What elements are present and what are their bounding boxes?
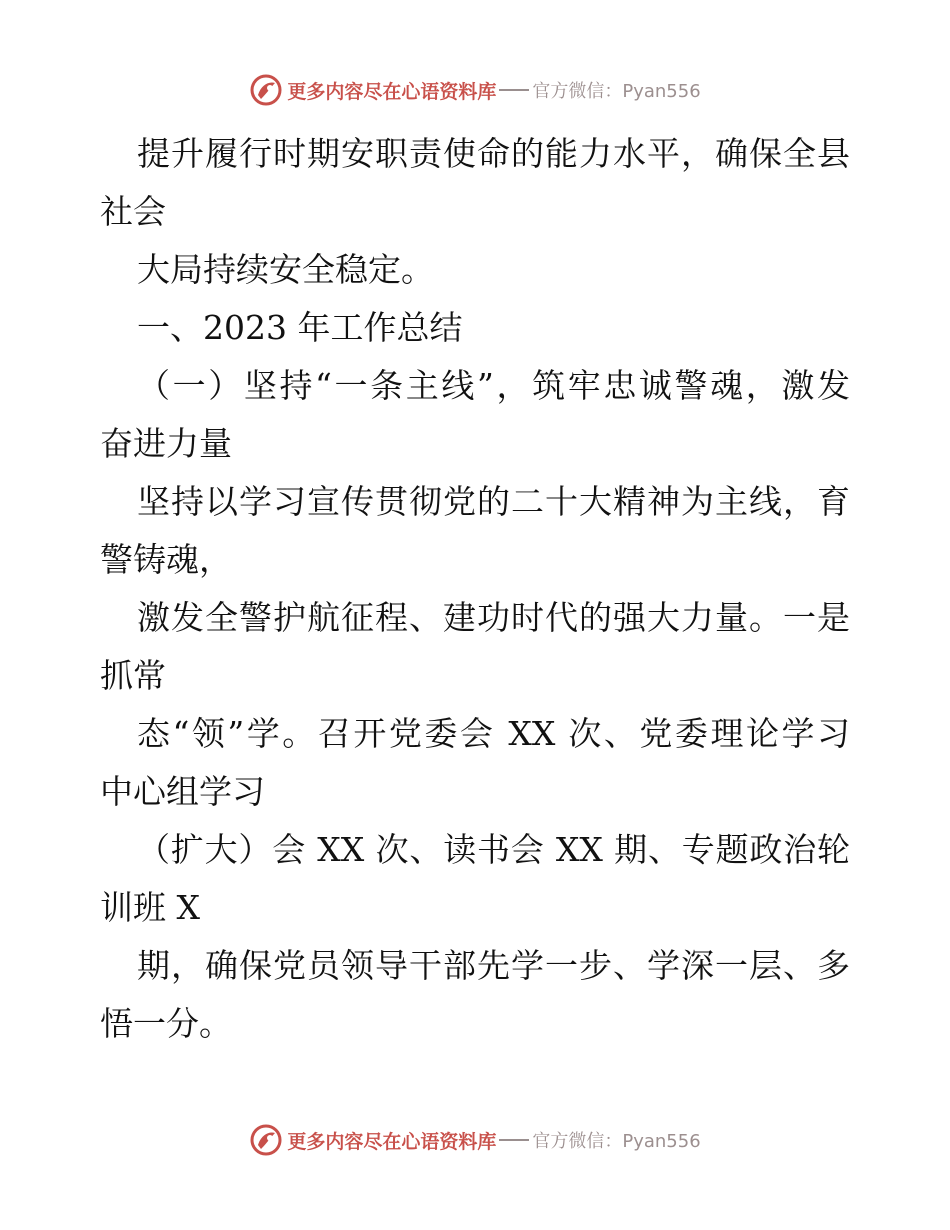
document-line: 奋进力量 bbox=[100, 424, 232, 463]
document-line: 期，确保党员领导干部先学一步、学深一层、多 bbox=[137, 946, 850, 985]
banner-site-text: 更多内容尽在心语资料库 bbox=[287, 80, 497, 103]
document-body bbox=[100, 125, 850, 1053]
document-line: 激发全警护航征程、建功时代的强大力量。一是 bbox=[137, 598, 850, 637]
document-line: 训班 X bbox=[100, 888, 200, 927]
document-line: （扩大）会 XX 次、读书会 XX 期、专题政治轮 bbox=[137, 830, 850, 869]
footer-banner bbox=[0, 1120, 950, 1160]
document-line: （一）坚持“一条主线”，筑牢忠诚警魂，激发 bbox=[137, 366, 850, 405]
banner-separator bbox=[499, 1139, 529, 1141]
banner-wechat-text: 官方微信：Pyan556 bbox=[532, 1131, 701, 1152]
document-line: 一、2023 年工作总结 bbox=[137, 308, 463, 347]
document-line: 社会 bbox=[100, 192, 166, 231]
document-line: 大局持续安全稳定。 bbox=[137, 250, 434, 289]
stylized-red-logo-icon bbox=[249, 73, 283, 107]
document-line: 中心组学习 bbox=[100, 772, 265, 811]
document-line: 态“领”学。召开党委会 XX 次、党委理论学习 bbox=[137, 714, 850, 753]
document-line: 提升履行时期安职责使命的能力水平，确保全县 bbox=[137, 134, 850, 173]
stylized-red-logo-icon bbox=[249, 1123, 283, 1157]
banner-site-text: 更多内容尽在心语资料库 bbox=[287, 1130, 497, 1153]
document-line: 坚持以学习宣传贯彻党的二十大精神为主线，育 bbox=[137, 482, 850, 521]
banner-wechat-text: 官方微信：Pyan556 bbox=[532, 81, 701, 102]
banner-separator bbox=[499, 89, 529, 91]
header-banner bbox=[0, 70, 950, 110]
document-line: 抓常 bbox=[100, 656, 166, 695]
document-line: 悟一分。 bbox=[100, 1004, 232, 1043]
document-line: 警铸魂， bbox=[100, 540, 232, 579]
